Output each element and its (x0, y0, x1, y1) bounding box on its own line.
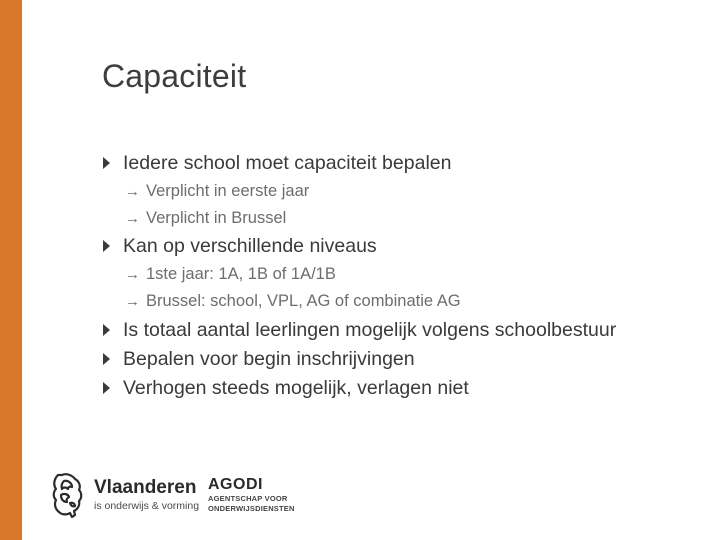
slide-title: Capaciteit (102, 58, 247, 94)
bullet-text: Verhogen steeds mogelijk, verlagen niet (123, 376, 469, 399)
bullet-text: Bepalen voor begin inschrijvingen (123, 347, 415, 370)
vlaanderen-tagline: is onderwijs & vorming (94, 500, 200, 512)
bullet-text: Is totaal aantal leerlingen mogelijk volgens schoolbestuur (123, 318, 617, 341)
sub-arrow-icon: → (125, 265, 140, 283)
agodi-line2: ONDERWIJSDIENSTEN (208, 504, 295, 513)
bullet-arrow-icon (103, 157, 110, 169)
bullet-item (103, 345, 415, 373)
vlaanderen-logo (50, 470, 199, 520)
sub-arrow-icon: → (125, 182, 140, 200)
agodi-name: AGODI (208, 476, 263, 493)
subbullet-text: Brussel: school, VPL, AG of combinatie AG (146, 291, 461, 310)
agodi-line1: AGENTSCHAP VOOR (208, 494, 288, 503)
bullet-arrow-icon (103, 353, 110, 365)
bullet-text: Kan op verschillende niveaus (123, 234, 377, 257)
bullet-item (103, 149, 451, 177)
agodi-logo (208, 476, 295, 514)
subbullet-text: Verplicht in Brussel (146, 208, 287, 227)
subbullet-item (125, 207, 286, 229)
vlaanderen-name: Vlaanderen (94, 477, 197, 498)
bullet-item (103, 232, 377, 260)
bullet-arrow-icon (103, 240, 110, 252)
bullet-arrow-icon (103, 382, 110, 394)
subbullet-text: Verplicht in eerste jaar (146, 181, 310, 200)
sub-arrow-icon: → (125, 209, 140, 227)
bullet-item (103, 316, 616, 344)
bullet-item (103, 374, 469, 402)
subbullet-item (125, 290, 461, 312)
subbullet-item (125, 263, 336, 285)
bullet-arrow-icon (103, 324, 110, 336)
sub-arrow-icon: → (125, 292, 140, 310)
bullet-text: Iedere school moet capaciteit bepalen (123, 151, 452, 174)
subbullet-text: 1ste jaar: 1A, 1B of 1A/1B (146, 264, 336, 283)
flemish-lion-icon (50, 471, 86, 519)
subbullet-item (125, 180, 309, 202)
